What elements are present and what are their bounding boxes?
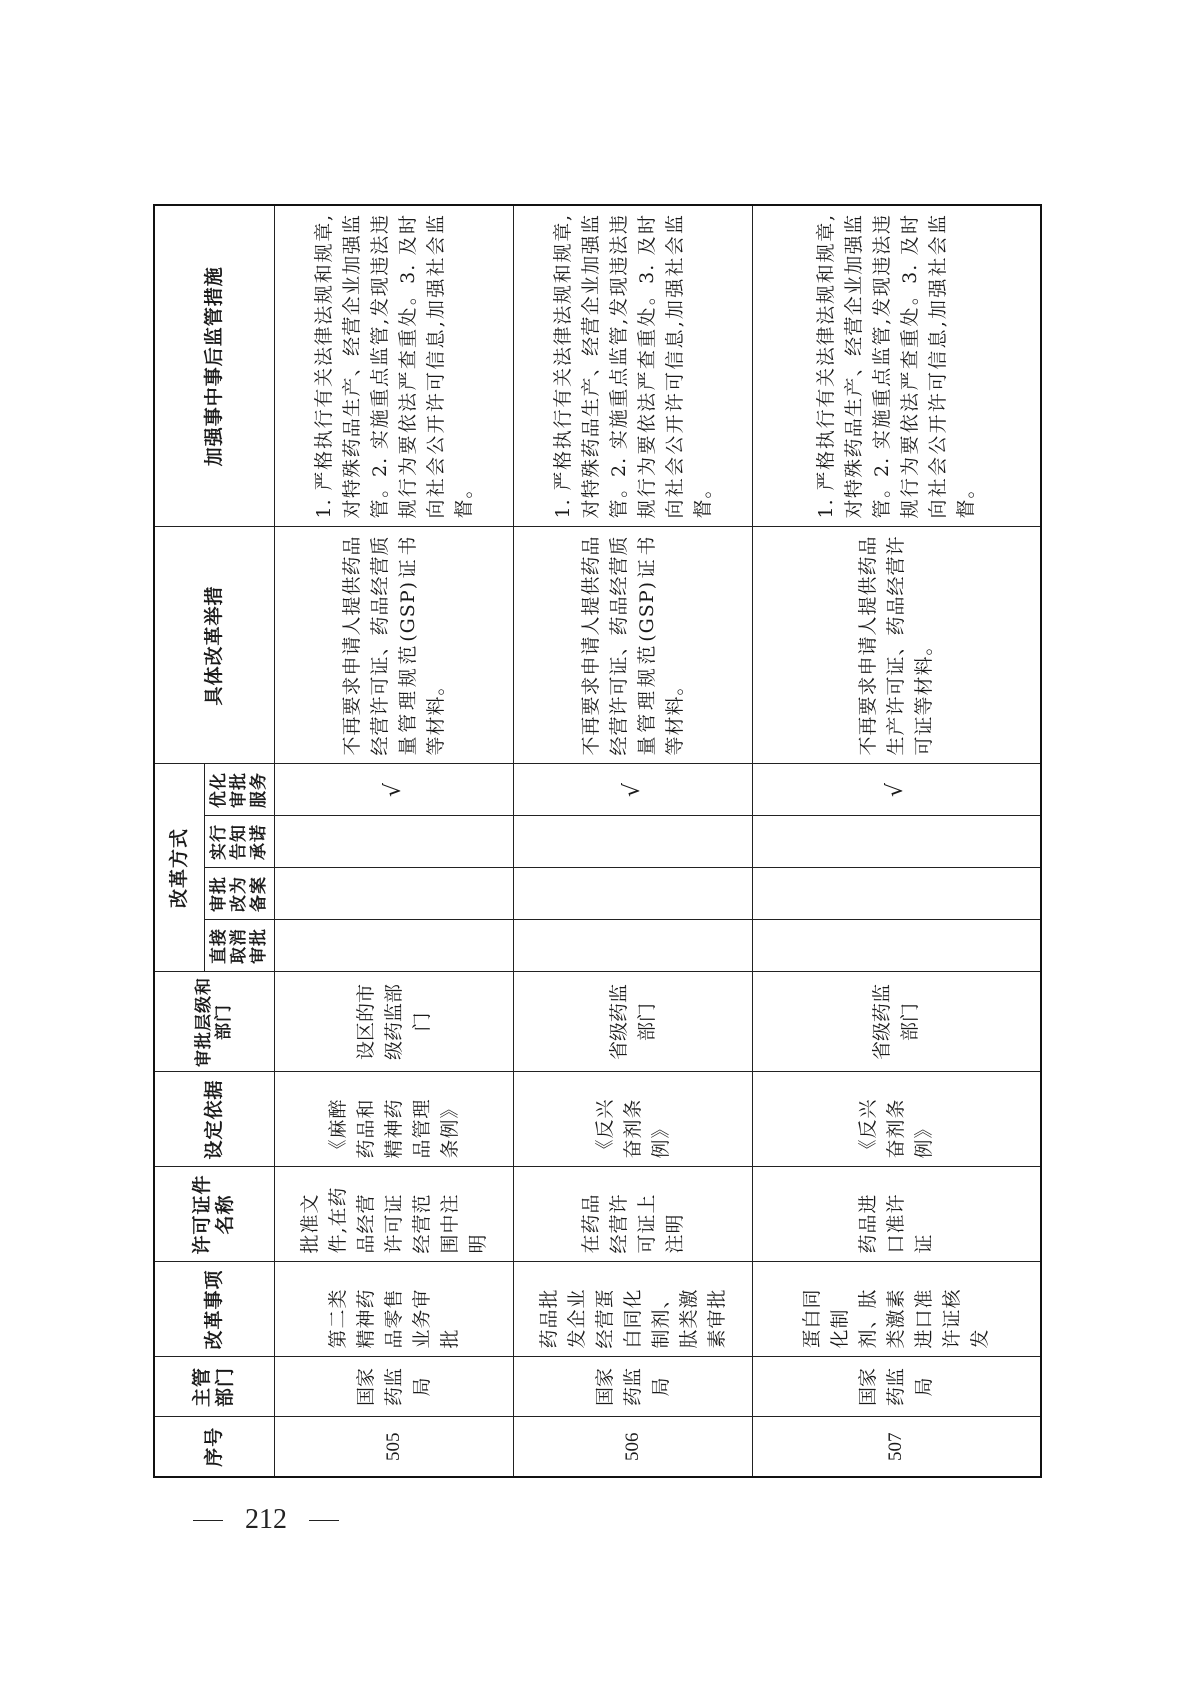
cell-dept: 国家药监局 <box>274 1357 513 1417</box>
cell-item: 药品批发企业经营蛋白同化制剂、肽类激素审批 <box>513 1262 752 1357</box>
page-number-text: 212 <box>245 1504 287 1535</box>
header-supervision: 加强事中事后监管措施 <box>154 205 274 527</box>
cell-measures: 不再要求申请人提供药品经营许可证、药品经营质量管理规范(GSP)证书等材料。 <box>274 527 513 764</box>
cell-mode-file <box>513 868 752 920</box>
header-mode-file: 审批改为备案 <box>204 868 274 920</box>
header-basis: 设定依据 <box>154 1072 274 1167</box>
header-license: 许可证件名称 <box>154 1167 274 1262</box>
cell-seq: 505 <box>274 1417 513 1477</box>
header-mode-group: 改革方式 <box>154 764 204 972</box>
header-measures: 具体改革举措 <box>154 527 274 764</box>
cell-supervision: 1. 严格执行有关法律法规和规章,对特殊药品生产、经营企业加强监管。2. 实施重点监管,发现违法违规行为要依法严查重处。3. 及时向社会公开许可信息,加强社会监督。 <box>513 205 752 527</box>
cell-measures: 不再要求申请人提供药品生产许可证、药品经营许可证等材料。 <box>752 527 1041 764</box>
cell-license: 在药品经营许可证上注明 <box>513 1167 752 1262</box>
header-dept: 主管部门 <box>154 1357 274 1417</box>
check-mark-icon: √ <box>513 764 752 816</box>
cell-mode-promise <box>752 816 1041 868</box>
page-number <box>193 1500 339 1540</box>
cell-mode-promise <box>513 816 752 868</box>
header-item: 改革事项 <box>154 1262 274 1357</box>
rotated-page <box>153 206 1042 1478</box>
cell-supervision: 1. 严格执行有关法律法规和规章,对特殊药品生产、经营企业加强监管。2. 实施重点监管,发现违法违规行为要依法严查重处。3. 及时向社会公开许可信息,加强社会监督。 <box>274 205 513 527</box>
header-mode-cancel: 直接取消审批 <box>204 920 274 972</box>
cell-mode-promise <box>274 816 513 868</box>
cell-item: 蛋白同化制剂、肽类激素进口准许证核发 <box>752 1262 1041 1357</box>
cell-measures: 不再要求申请人提供药品经营许可证、药品经营质量管理规范(GSP)证书等材料。 <box>513 527 752 764</box>
table-row <box>274 205 513 1477</box>
table-row <box>752 205 1041 1477</box>
cell-license: 药品进口准许证 <box>752 1167 1041 1262</box>
cell-basis: 《反兴奋剂条例》 <box>513 1072 752 1167</box>
dash-right <box>309 1520 339 1521</box>
cell-level: 设区的市级药监部门 <box>274 972 513 1072</box>
dash-left <box>193 1520 223 1521</box>
cell-mode-file <box>752 868 1041 920</box>
cell-mode-file <box>274 868 513 920</box>
check-mark-icon: √ <box>752 764 1041 816</box>
cell-mode-cancel <box>513 920 752 972</box>
header-seq: 序号 <box>154 1417 274 1477</box>
cell-level: 省级药监部门 <box>752 972 1041 1072</box>
cell-item: 第二类精神药品零售业务审批 <box>274 1262 513 1357</box>
cell-seq: 506 <box>513 1417 752 1477</box>
table-row <box>513 205 752 1477</box>
cell-mode-cancel <box>274 920 513 972</box>
check-mark-icon: √ <box>274 764 513 816</box>
header-mode-promise: 实行告知承诺 <box>204 816 274 868</box>
reform-table <box>153 204 1042 1478</box>
cell-dept: 国家药监局 <box>752 1357 1041 1417</box>
header-level: 审批层级和部门 <box>154 972 274 1072</box>
cell-basis: 《反兴奋剂条例》 <box>752 1072 1041 1167</box>
cell-mode-cancel <box>752 920 1041 972</box>
cell-basis: 《麻醉药品和精神药品管理条例》 <box>274 1072 513 1167</box>
cell-license: 批准文件,在药品经营许可证经营范围中注明 <box>274 1167 513 1262</box>
cell-level: 省级药监部门 <box>513 972 752 1072</box>
cell-seq: 507 <box>752 1417 1041 1477</box>
header-mode-optimize: 优化审批服务 <box>204 764 274 816</box>
cell-supervision: 1. 严格执行有关法律法规和规章,对特殊药品生产、经营企业加强监管。2. 实施重点监管,发现违法违规行为要依法严查重处。3. 及时向社会公开许可信息,加强社会监督。 <box>752 205 1041 527</box>
cell-dept: 国家药监局 <box>513 1357 752 1417</box>
